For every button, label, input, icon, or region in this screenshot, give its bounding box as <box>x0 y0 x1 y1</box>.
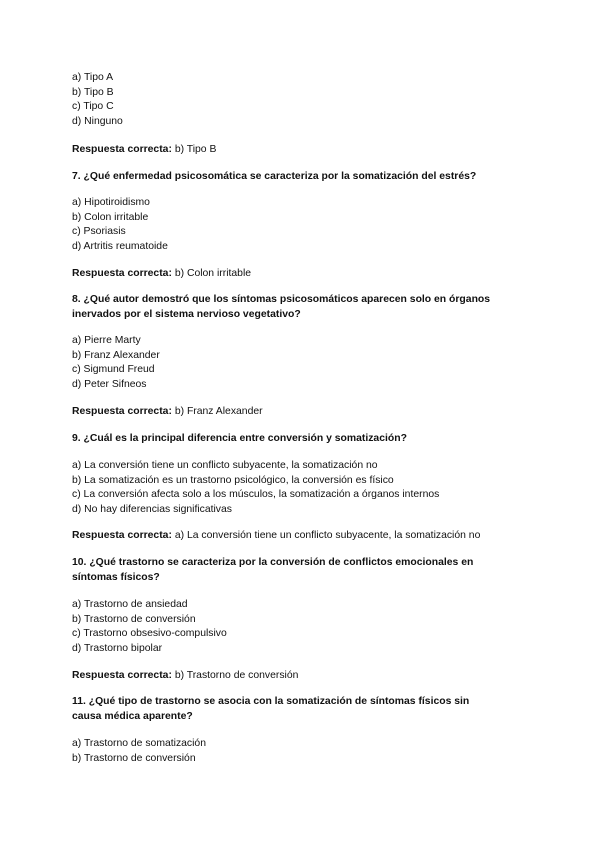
q8-options <box>72 334 532 392</box>
question-text: causa médica aparente? <box>72 710 193 722</box>
answer-text: b) Tipo B <box>174 144 217 155</box>
question-text: síntomas físicos? <box>72 571 160 583</box>
option: d) Peter Sifneos <box>72 378 147 390</box>
option: c) Psoriasis <box>72 226 126 238</box>
answer-text: b) Trastorno de conversión <box>174 670 299 681</box>
option: a) Trastorno de somatización <box>72 738 206 749</box>
question-text: 8. ¿Qué autor demostró que los síntomas psicosomáticos aparecen solo en órganos <box>72 294 491 305</box>
question-text: 10. ¿Qué trastorno se caracteriza por la conversión de conflictos emocionales en <box>72 557 474 568</box>
option: d) Artritis reumatoide <box>72 240 168 252</box>
option: a) Trastorno de ansiedad <box>72 599 188 610</box>
option: d) Trastorno bipolar <box>72 642 163 654</box>
question-text: 9. ¿Cuál es la principal diferencia entre conversión y somatización? <box>72 433 407 444</box>
q6-answer <box>72 143 532 158</box>
option: a) Tipo A <box>72 72 114 83</box>
q9-options <box>72 459 532 517</box>
q7-options <box>72 196 532 254</box>
answer-label: Respuesta correcta: <box>72 670 172 681</box>
q9-answer <box>72 529 532 544</box>
option: b) Colon irritable <box>72 211 149 223</box>
q8-answer <box>72 405 532 420</box>
q7-question <box>72 170 532 185</box>
answer-label: Respuesta correcta: <box>72 144 172 155</box>
answer-text: b) Franz Alexander <box>174 406 263 417</box>
q8-question <box>72 293 532 322</box>
option: c) Trastorno obsesivo-compulsivo <box>72 628 227 640</box>
option: c) Sigmund Freud <box>72 364 155 376</box>
answer-label: Respuesta correcta: <box>72 268 172 279</box>
option: b) Franz Alexander <box>72 349 160 361</box>
option: b) La somatización es un trastorno psicológico, la conversión es físico <box>72 474 394 486</box>
option: a) Hipotiroidismo <box>72 197 150 208</box>
answer-label: Respuesta correcta: <box>72 406 172 417</box>
question-text: inervados por el sistema nervioso vegetativo? <box>72 308 301 320</box>
question-text: 11. ¿Qué tipo de trastorno se asocia con la somatización de síntomas físicos sin <box>72 696 470 707</box>
q10-options <box>72 598 532 656</box>
option: b) Trastorno de conversión <box>72 613 196 625</box>
q11-question <box>72 695 532 724</box>
option: a) Pierre Marty <box>72 335 141 346</box>
q11-options <box>72 737 532 766</box>
q10-answer <box>72 669 532 684</box>
question-text: 7. ¿Qué enfermedad psicosomática se caracteriza por la somatización del estrés? <box>72 171 477 182</box>
option: b) Tipo B <box>72 86 114 98</box>
option: d) No hay diferencias significativas <box>72 503 232 515</box>
option: c) La conversión afecta solo a los músculos, la somatización a órganos internos <box>72 489 440 501</box>
q7-answer <box>72 267 532 282</box>
q9-question <box>72 432 532 447</box>
q10-question <box>72 556 532 585</box>
answer-label: Respuesta correcta: <box>72 530 172 541</box>
answer-text: a) La conversión tiene un conflicto subyacente, la somatización no <box>174 530 481 541</box>
answer-text: b) Colon irritable <box>174 268 252 279</box>
q6-options <box>72 71 532 129</box>
option: c) Tipo C <box>72 101 114 113</box>
option: b) Trastorno de conversión <box>72 752 196 764</box>
option: a) La conversión tiene un conflicto subyacente, la somatización no <box>72 460 378 471</box>
option: d) Ninguno <box>72 115 123 127</box>
